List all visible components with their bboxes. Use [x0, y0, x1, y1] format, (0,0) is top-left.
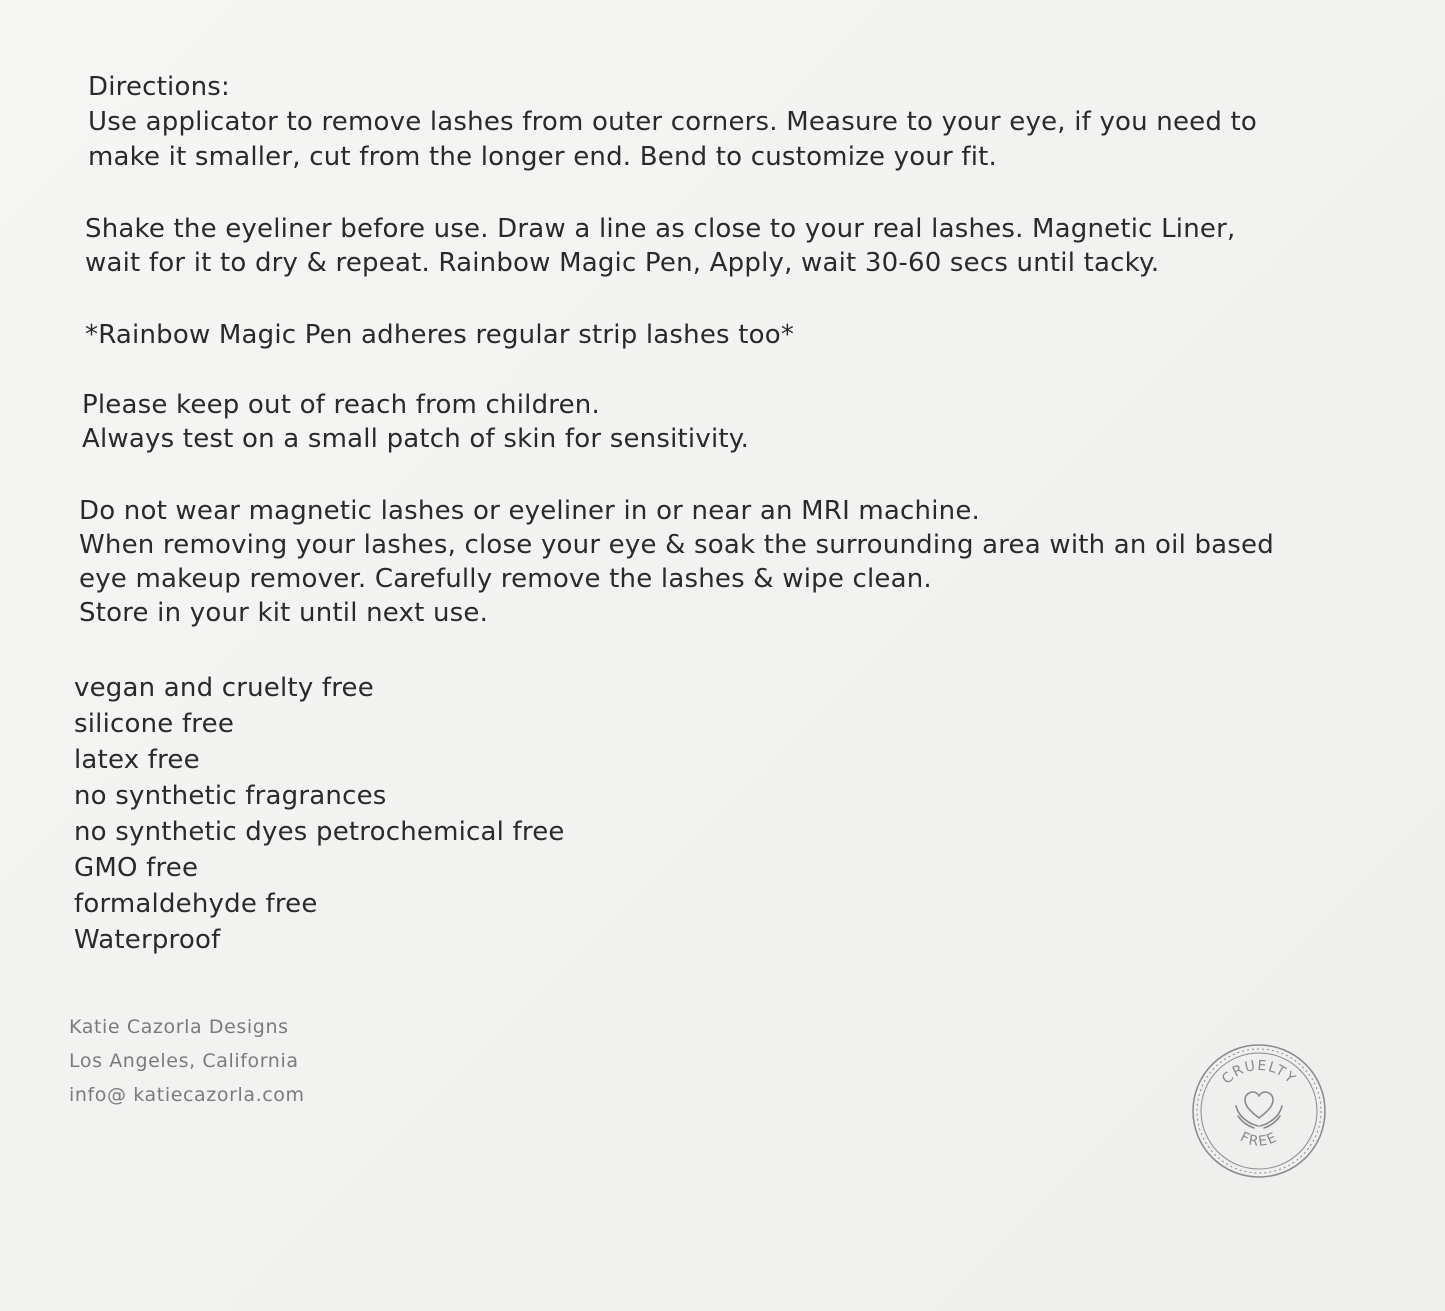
feature-list — [74, 670, 565, 958]
company-location: Los Angeles, California — [69, 1050, 299, 1072]
directions-line: make it smaller, cut from the longer end. Bend to customize your fit. — [88, 142, 997, 172]
feature-item: latex free — [74, 745, 200, 775]
removal-line: When removing your lashes, close your eye & soak the surrounding area with an oil based — [79, 530, 1274, 560]
feature-item: formaldehyde free — [74, 889, 318, 919]
eyeliner-line: wait for it to dry & repeat. Rainbow Magic Pen, Apply, wait 30-60 secs until tacky. — [85, 248, 1160, 278]
safety-line: Always test on a small patch of skin for sensitivity. — [82, 424, 750, 454]
directions-heading: Directions: — [88, 72, 230, 102]
feature-item: no synthetic fragrances — [74, 781, 387, 811]
company-email: info@ katiecazorla.com — [69, 1084, 305, 1106]
cruelty-free-seal — [1188, 1040, 1330, 1182]
eyeliner-instructions — [85, 212, 1235, 280]
directions-section — [88, 70, 1388, 175]
seal-top-text: CRUELTY — [1218, 1057, 1300, 1088]
directions-line: Use applicator to remove lashes from outer corners. Measure to your eye, if you need to — [88, 107, 1258, 137]
feature-item: no synthetic dyes petrochemical free — [74, 817, 565, 847]
magic-pen-note-text: *Rainbow Magic Pen adheres regular strip lashes too* — [85, 320, 795, 350]
eyeliner-line: Shake the eyeliner before use. Draw a line as close to your real lashes. Magnetic Liner, — [85, 214, 1236, 244]
safety-warnings — [82, 388, 749, 456]
feature-item: GMO free — [74, 853, 199, 883]
feature-item: silicone free — [74, 709, 235, 739]
safety-line: Please keep out of reach from children. — [82, 390, 600, 420]
contact-info — [69, 1010, 305, 1112]
removal-line: eye makeup remover. Carefully remove the lashes & wipe clean. — [79, 564, 932, 594]
seal-bottom-text: FREE — [1237, 1129, 1281, 1151]
magic-pen-note — [85, 318, 794, 352]
company-name: Katie Cazorla Designs — [69, 1016, 289, 1038]
removal-instructions — [79, 494, 1274, 630]
feature-item: vegan and cruelty free — [74, 673, 374, 703]
heart-hands-icon — [1236, 1092, 1282, 1128]
removal-line: Store in your kit until next use. — [79, 598, 489, 628]
removal-line: Do not wear magnetic lashes or eyeliner in or near an MRI machine. — [79, 496, 980, 526]
feature-item: Waterproof — [74, 925, 221, 955]
